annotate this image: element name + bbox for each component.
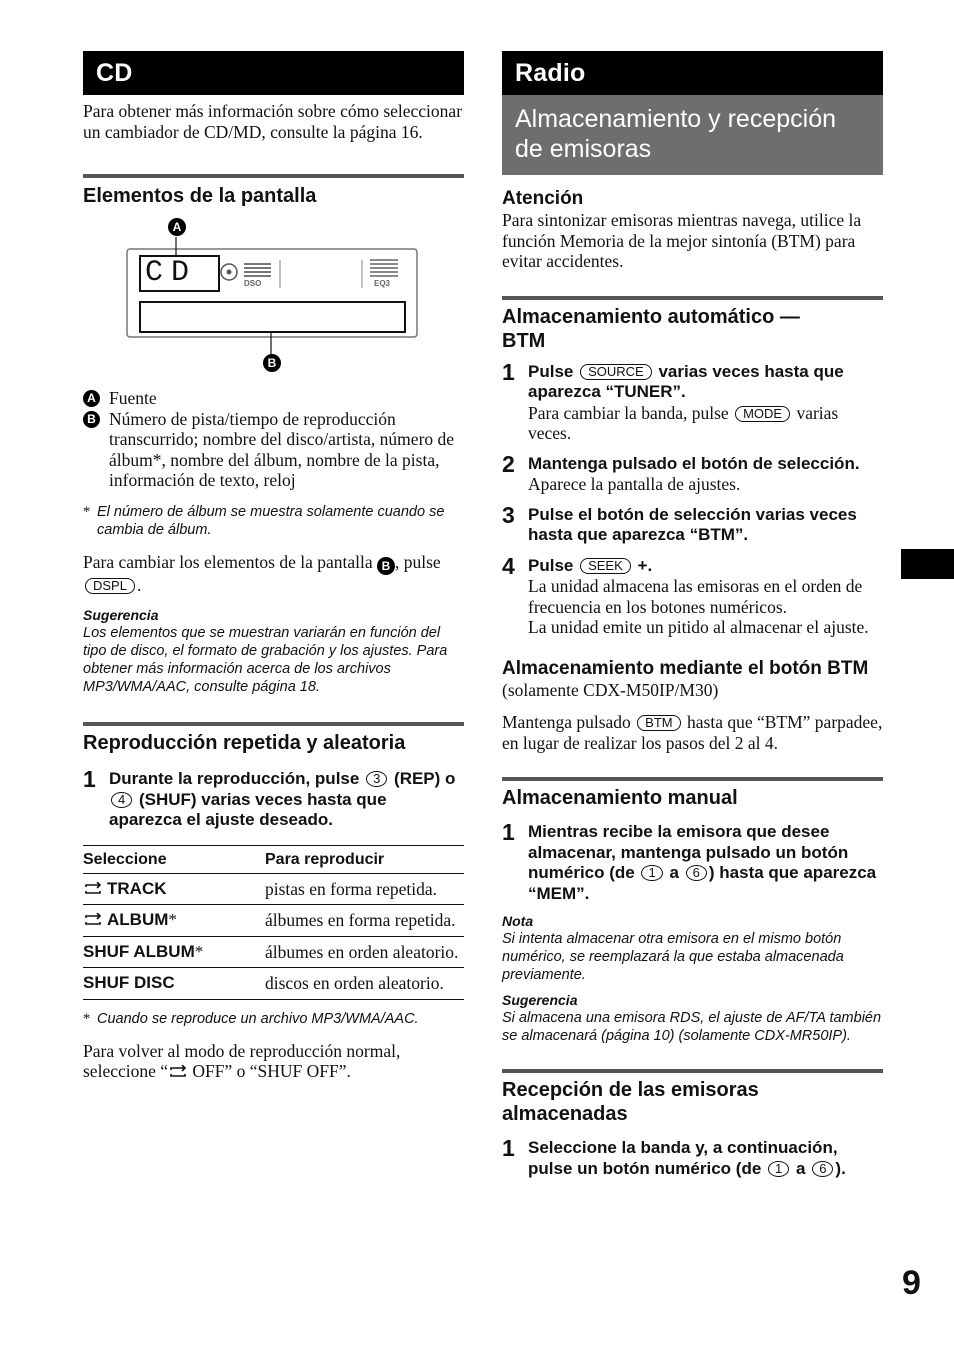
left-column [83, 51, 464, 1082]
step-text: a [795, 1158, 806, 1178]
callout-a: A [168, 218, 186, 236]
section-rule [83, 174, 464, 178]
footnote-text: El número de álbum se muestra solamente cuando se cambia de álbum. [97, 503, 445, 538]
step-number: 1 [502, 1135, 515, 1161]
step-number: 1 [83, 766, 96, 792]
table-row [83, 936, 464, 968]
legend-mark: A [83, 390, 100, 407]
source-button[interactable]: SOURCE [580, 364, 652, 380]
repeat-icon [83, 882, 103, 896]
section-rule [83, 722, 464, 726]
step-text: (SHUF) varias veces hasta que aparezca el ajuste deseado. [109, 789, 387, 829]
table-cell-select [83, 905, 265, 937]
radio-banner: Radio [502, 51, 883, 95]
return-text: Para volver al modo de reproducción normal, seleccione “ [83, 1040, 401, 1081]
footnote-star: * [83, 1010, 91, 1027]
table-row [83, 905, 464, 937]
step-number: 3 [502, 501, 515, 528]
repeat-table [83, 845, 464, 1000]
tip-text: Los elementos que se muestran variarán en función del tipo de disco, el formato de grabación y los ajustes. Para obtener más información acerca de los archivos MP3/WMA/AAC, consulte página 18. [83, 625, 448, 695]
page-number: 9 [902, 1264, 921, 1302]
step-text: Durante la reproducción, pulse [109, 769, 360, 788]
auto-section-title: Almacenamiento automático — BTM [502, 305, 800, 352]
display-figure [83, 216, 464, 381]
step-number: 1 [502, 819, 515, 845]
dspl-button[interactable]: DSPL [85, 578, 135, 594]
table-row [83, 873, 464, 905]
step-number: 1 [502, 358, 515, 385]
step-note: La unidad emite un pitido al almacenar el ajuste. [528, 617, 869, 637]
step-instruction [528, 1138, 883, 1179]
footnote-star: * [83, 503, 91, 520]
table-cell-play: discos en orden aleatorio. [265, 968, 464, 1000]
auto-step-2 [502, 450, 883, 495]
cd-banner: CD [83, 51, 464, 95]
step-text: ). [835, 1158, 846, 1178]
btm-text-part: Mantenga pulsado [502, 712, 631, 732]
step-instruction [109, 769, 464, 831]
step-note [528, 403, 883, 444]
legend-item [83, 388, 464, 409]
select-label: SHUF DISC [83, 973, 175, 992]
auto-step-1 [502, 358, 883, 444]
callout-b: B [263, 354, 281, 372]
step-text: (REP) o [394, 769, 456, 788]
attention-text: Para sintonizar emisoras mientras navega, utilice la función Memoria de la mejor sintonía (BTM) para evitar accidentes. [502, 210, 862, 271]
display-section-title: Elementos de la pantalla [83, 185, 317, 207]
seek-button[interactable]: SEEK [580, 558, 631, 574]
select-label: TRACK [107, 878, 167, 898]
eq-label: EQ3 [374, 279, 391, 288]
manual-section-title: Almacenamiento manual [502, 787, 738, 809]
change-text: Para cambiar los elementos de la pantalla [83, 551, 373, 572]
attention-title: Atención [502, 188, 584, 209]
step-instruction: Pulse el botón de selección varias veces hasta que aparezca “BTM”. [528, 504, 857, 544]
note-text: Si intenta almacenar otra emisora en el mismo botón numérico, se reemplazará la que estaba almacenada previamente. [502, 931, 844, 983]
step-text: Seleccione la banda y, a continuación, pulse un botón numérico (de [528, 1138, 838, 1178]
note-heading: Nota [502, 913, 534, 929]
table-cell-play: álbumes en orden aleatorio. [265, 936, 464, 968]
legend-text: Número de pista/tiempo de reproducción transcurrido; nombre del disco/artista, número de álbum*, nombre del álbum, nombre de la pista, información de texto, reloj [109, 408, 455, 490]
section-rule [502, 1069, 883, 1073]
section-rule [502, 296, 883, 300]
step-text: +. [637, 555, 653, 575]
step-note: La unidad almacena las emisoras en el orden de frecuencia en los botones numéricos. [528, 576, 863, 617]
tip-text: Si almacena una emisora RDS, el ajuste de AF/TA también se almacenará (página 10) (solamente CDX-MR50IP). [502, 1010, 882, 1044]
table-header: Seleccione [83, 845, 265, 873]
recall-section-title: Recepción de las emisoras almacenadas [502, 1079, 759, 1125]
step-instruction [528, 822, 883, 904]
step-instruction [528, 362, 883, 403]
repeat-icon [83, 913, 103, 927]
change-text: . [136, 574, 142, 595]
btm-button[interactable]: BTM [637, 715, 680, 731]
btm-section-title: Almacenamiento mediante el botón BTM [502, 657, 869, 679]
step-text: Pulse [528, 361, 574, 381]
repeat-icon [168, 1065, 188, 1079]
select-star: * [168, 910, 177, 929]
mp3-footnote [83, 1010, 464, 1028]
change-display-text [83, 552, 464, 596]
step-note-text: varias veces. [528, 402, 839, 443]
legend [83, 388, 464, 491]
btm-text [502, 712, 883, 753]
table-row [83, 968, 464, 1000]
side-tab [901, 549, 954, 579]
section-rule [502, 777, 883, 781]
step-number: 4 [502, 552, 515, 579]
step-note-text: Para cambiar la banda, pulse [528, 402, 729, 423]
auto-step-3 [502, 501, 883, 546]
repeat-step [83, 766, 464, 831]
recall-step-1 [502, 1135, 883, 1179]
lcd-cd-text: CD [145, 256, 198, 290]
step-text: Mientras recibe la emisora que desee almacenar, mantenga pulsado un botón numérico (de [528, 822, 849, 882]
step-text: ) hasta que aparezca “MEM”. [528, 863, 877, 903]
table-cell-select [83, 968, 265, 1000]
change-text: , pulse [394, 551, 441, 572]
dso-label: DSO [244, 279, 262, 288]
step-text: a [669, 863, 679, 882]
footnote-text: Cuando se reproduce un archivo MP3/WMA/AAC. [97, 1010, 419, 1027]
repeat-section-title: Reproducción repetida y aleatoria [83, 732, 406, 754]
return-normal-text [83, 1041, 464, 1082]
return-text: OFF” o “SHUF OFF”. [188, 1061, 351, 1081]
mode-button[interactable]: MODE [735, 406, 790, 422]
select-label: SHUF ALBUM [83, 941, 195, 961]
tip-heading: Sugerencia [502, 992, 578, 1008]
cd-intro: Para obtener más información sobre cómo seleccionar un cambiador de CD/MD, consulte la página 16. [83, 101, 463, 142]
tip-heading: Sugerencia [83, 607, 159, 623]
album-footnote [83, 503, 464, 539]
button-3[interactable]: 3 [366, 771, 387, 787]
table-cell-select [83, 873, 265, 905]
step-text: Pulse [528, 555, 574, 575]
step-number: 2 [502, 450, 515, 477]
step-instruction [528, 556, 883, 577]
legend-item [83, 409, 464, 491]
step-note: Aparece la pantalla de ajustes. [528, 474, 741, 494]
manual-step-1 [502, 819, 883, 904]
right-column [502, 51, 883, 1179]
radio-subbanner: Almacenamiento y recepción de emisoras [502, 95, 883, 175]
legend-mark: B [83, 411, 100, 428]
button-4[interactable]: 4 [111, 792, 132, 808]
table-cell-select [83, 936, 265, 968]
table-header-row [83, 845, 464, 873]
change-mark: B [377, 557, 395, 575]
table-cell-play: álbumes en forma repetida. [265, 905, 464, 937]
auto-step-4 [502, 552, 883, 638]
button-1[interactable]: 1 [768, 1161, 789, 1177]
step-instruction: Mantenga pulsado el botón de selección. [528, 453, 860, 473]
legend-text: Fuente [109, 388, 157, 408]
btm-model-note: (solamente CDX-M50IP/M30) [502, 679, 719, 700]
button-6[interactable]: 6 [812, 1161, 833, 1177]
button-6[interactable]: 6 [686, 865, 707, 881]
select-star: * [194, 941, 204, 961]
select-label: ALBUM [107, 910, 169, 929]
btm-text-part: hasta que “BTM” parpadee, en lugar de realizar los pasos del 2 al 4. [502, 712, 883, 753]
table-header: Para reproducir [265, 845, 464, 873]
table-cell-play: pistas en forma repetida. [265, 873, 464, 905]
step-text: varias veces hasta que aparezca “TUNER”. [528, 361, 844, 401]
button-1[interactable]: 1 [641, 865, 662, 881]
